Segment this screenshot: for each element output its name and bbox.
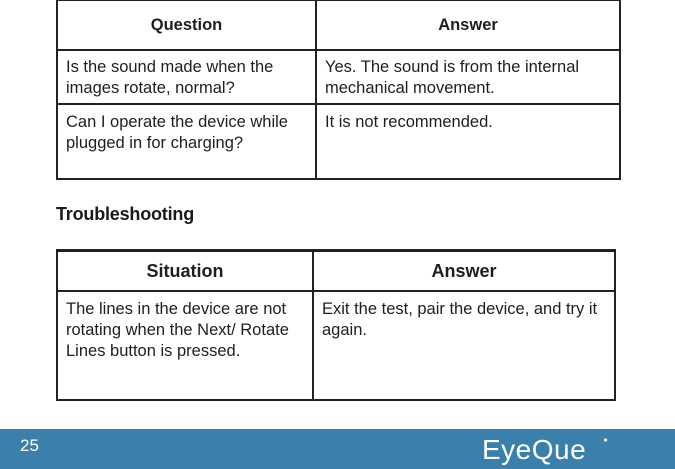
footer-bar — [0, 429, 675, 469]
registered-mark-icon — [604, 438, 607, 441]
situation-cell: The lines in the device are not rotating when the Next/ Rotate Lines button is pressed. — [57, 291, 313, 400]
situation-header: Situation — [57, 251, 313, 292]
faq-answer-cell: It is not recommended. — [316, 104, 620, 179]
faq-question-header: Question — [57, 1, 316, 51]
troubleshooting-table — [56, 249, 616, 401]
faq-question-cell: Is the sound made when the images rotate, normal? — [57, 50, 316, 104]
table-row — [57, 104, 620, 179]
troubleshooting-heading: Troubleshooting — [56, 204, 194, 224]
table-row — [57, 291, 615, 400]
faq-answer-cell: Yes. The sound is from the internal mechanical movement. — [316, 50, 620, 104]
ts-answer-header: Answer — [313, 251, 615, 292]
faq-question-cell: Can I operate the device while plugged in for charging? — [57, 104, 316, 179]
ts-answer-cell: Exit the test, pair the device, and try it again. — [313, 291, 615, 400]
page-number: 25 — [20, 436, 39, 455]
faq-answer-header: Answer — [316, 1, 620, 51]
eyeque-logo — [482, 431, 612, 467]
eyeque-logo-text: EyeQue — [482, 434, 587, 465]
troubleshooting-header-row — [57, 251, 615, 292]
table-row — [57, 50, 620, 104]
faq-table — [56, 0, 621, 180]
faq-header-row — [57, 1, 620, 51]
